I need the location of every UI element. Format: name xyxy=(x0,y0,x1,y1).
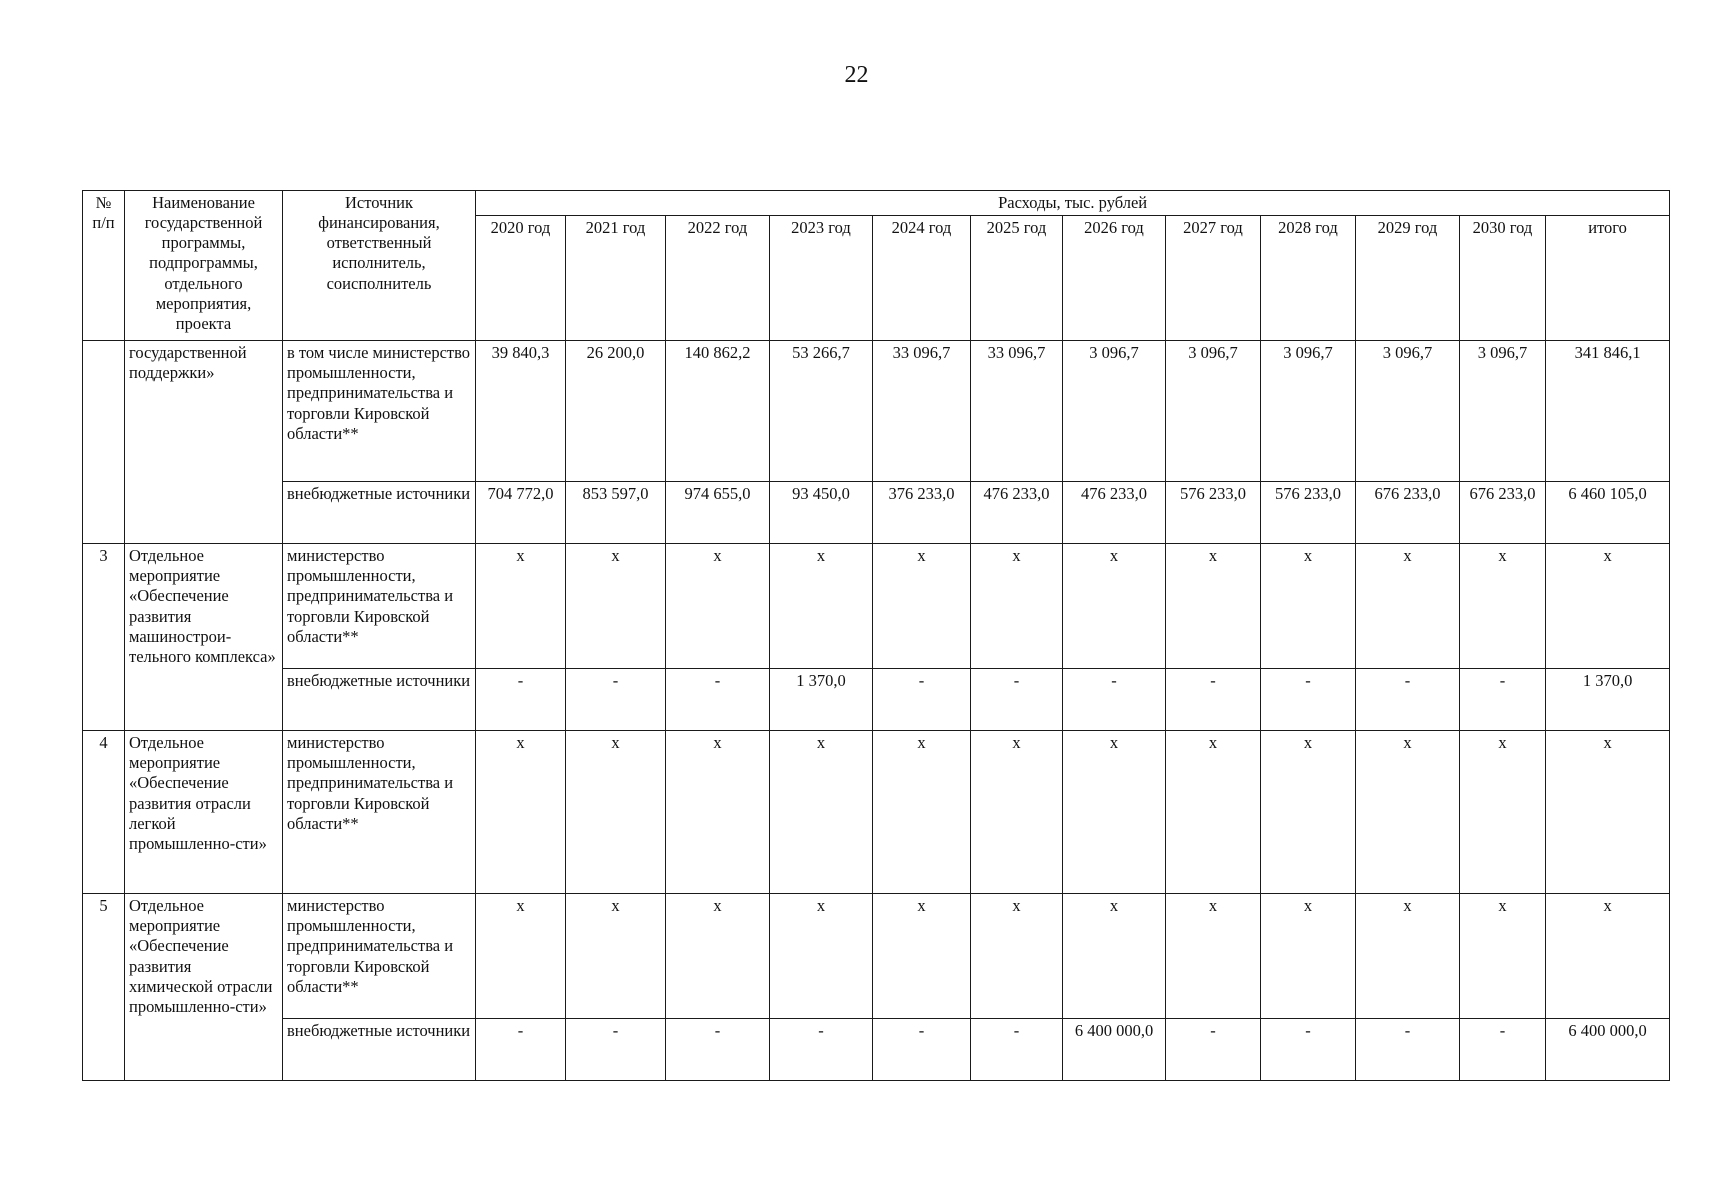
year-value: - xyxy=(971,669,1063,731)
year-value: x xyxy=(566,894,666,1019)
table-row xyxy=(83,669,1670,731)
program-name: Отдельное мероприятие «Обеспечение развития машинострои-тельного комплекса» xyxy=(125,544,283,731)
total-value: x xyxy=(1546,544,1670,669)
table-row xyxy=(83,544,1670,669)
funding-source: в том числе министерство промышленности, предпринимательства и торговли Кировской области** xyxy=(283,341,476,482)
year-value: x xyxy=(476,544,566,669)
year-value: x xyxy=(770,544,873,669)
year-value: - xyxy=(971,1019,1063,1081)
total-value: 341 846,1 xyxy=(1546,341,1670,482)
year-value: x xyxy=(971,894,1063,1019)
year-value: 3 096,7 xyxy=(1261,341,1356,482)
header-year: 2021 год xyxy=(566,216,666,341)
program-name: Отдельное мероприятие «Обеспечение развития химической отрасли промышленно-сти» xyxy=(125,894,283,1081)
year-value: x xyxy=(1063,731,1166,894)
year-value: x xyxy=(971,731,1063,894)
header-name: Наименование государственной программы, подпрограммы, отдельного мероприятия, проекта xyxy=(125,191,283,341)
expenses-table xyxy=(82,190,1670,1081)
row-number xyxy=(83,341,125,544)
year-value: 6 400 000,0 xyxy=(1063,1019,1166,1081)
header-year: 2024 год xyxy=(873,216,971,341)
table-row xyxy=(83,894,1670,1019)
year-value: x xyxy=(770,894,873,1019)
year-value: 576 233,0 xyxy=(1261,482,1356,544)
year-value: 140 862,2 xyxy=(666,341,770,482)
year-value: x xyxy=(476,894,566,1019)
year-value: - xyxy=(873,1019,971,1081)
table-row xyxy=(83,1019,1670,1081)
header-num: № п/п xyxy=(83,191,125,341)
year-value: x xyxy=(476,731,566,894)
year-value: - xyxy=(476,669,566,731)
funding-source: министерство промышленности, предпринимательства и торговли Кировской области** xyxy=(283,731,476,894)
year-value: 53 266,7 xyxy=(770,341,873,482)
year-value: 93 450,0 xyxy=(770,482,873,544)
year-value: x xyxy=(666,544,770,669)
year-value: 576 233,0 xyxy=(1166,482,1261,544)
total-value: 6 400 000,0 xyxy=(1546,1019,1670,1081)
year-value: - xyxy=(566,669,666,731)
year-value: x xyxy=(566,544,666,669)
year-value: - xyxy=(1460,1019,1546,1081)
table-body xyxy=(83,341,1670,1081)
row-number: 4 xyxy=(83,731,125,894)
table-header xyxy=(83,191,1670,341)
year-value: x xyxy=(971,544,1063,669)
header-year: 2022 год xyxy=(666,216,770,341)
year-value: - xyxy=(873,669,971,731)
year-value: - xyxy=(1261,1019,1356,1081)
year-value: x xyxy=(873,894,971,1019)
year-value: 676 233,0 xyxy=(1460,482,1546,544)
year-value: - xyxy=(1166,669,1261,731)
header-year: 2029 год xyxy=(1356,216,1460,341)
year-value: - xyxy=(1261,669,1356,731)
year-value: x xyxy=(1261,544,1356,669)
total-value: x xyxy=(1546,894,1670,1019)
year-value: x xyxy=(1261,894,1356,1019)
year-value: x xyxy=(1261,731,1356,894)
header-year: 2020 год xyxy=(476,216,566,341)
header-year: 2026 год xyxy=(1063,216,1166,341)
header-year: 2025 год xyxy=(971,216,1063,341)
header-expenses: Расходы, тыс. рублей xyxy=(476,191,1670,216)
year-value: x xyxy=(1063,544,1166,669)
year-value: - xyxy=(770,1019,873,1081)
program-name: государственной поддержки» xyxy=(125,341,283,544)
year-value: - xyxy=(666,669,770,731)
program-name: Отдельное мероприятие «Обеспечение развития отрасли легкой промышленно-сти» xyxy=(125,731,283,894)
row-number: 3 xyxy=(83,544,125,731)
total-value: 6 460 105,0 xyxy=(1546,482,1670,544)
year-value: x xyxy=(1166,544,1261,669)
year-value: x xyxy=(566,731,666,894)
year-value: 3 096,7 xyxy=(1063,341,1166,482)
header-year: 2030 год xyxy=(1460,216,1546,341)
year-value: 3 096,7 xyxy=(1460,341,1546,482)
year-value: 39 840,3 xyxy=(476,341,566,482)
year-value: x xyxy=(873,544,971,669)
year-value: x xyxy=(1166,731,1261,894)
year-value: - xyxy=(476,1019,566,1081)
funding-source: министерство промышленности, предпринимательства и торговли Кировской области** xyxy=(283,894,476,1019)
header-year: 2028 год xyxy=(1261,216,1356,341)
year-value: 676 233,0 xyxy=(1356,482,1460,544)
page-number: 22 xyxy=(844,62,869,88)
year-value: x xyxy=(1356,731,1460,894)
year-value: x xyxy=(1460,894,1546,1019)
funding-source: внебюджетные источники xyxy=(283,1019,476,1081)
year-value: x xyxy=(666,894,770,1019)
total-value: 1 370,0 xyxy=(1546,669,1670,731)
year-value: x xyxy=(1356,544,1460,669)
year-value: 476 233,0 xyxy=(1063,482,1166,544)
year-value: 1 370,0 xyxy=(770,669,873,731)
year-value: 33 096,7 xyxy=(971,341,1063,482)
row-number: 5 xyxy=(83,894,125,1081)
year-value: x xyxy=(1063,894,1166,1019)
year-value: 3 096,7 xyxy=(1356,341,1460,482)
year-value: - xyxy=(566,1019,666,1081)
year-value: - xyxy=(1356,1019,1460,1081)
year-value: 853 597,0 xyxy=(566,482,666,544)
table-row xyxy=(83,341,1670,482)
header-year: 2027 год xyxy=(1166,216,1261,341)
header-year: итого xyxy=(1546,216,1670,341)
year-value: - xyxy=(1166,1019,1261,1081)
funding-source: внебюджетные источники xyxy=(283,669,476,731)
year-value: x xyxy=(1356,894,1460,1019)
funding-source: внебюджетные источники xyxy=(283,482,476,544)
year-value: x xyxy=(873,731,971,894)
year-value: x xyxy=(1460,731,1546,894)
year-value: 33 096,7 xyxy=(873,341,971,482)
year-value: - xyxy=(1356,669,1460,731)
year-value: 974 655,0 xyxy=(666,482,770,544)
year-value: 704 772,0 xyxy=(476,482,566,544)
year-value: - xyxy=(666,1019,770,1081)
funding-source: министерство промышленности, предпринимательства и торговли Кировской области** xyxy=(283,544,476,669)
year-value: x xyxy=(666,731,770,894)
year-value: - xyxy=(1460,669,1546,731)
year-value: x xyxy=(1460,544,1546,669)
year-value: 3 096,7 xyxy=(1166,341,1261,482)
table-row xyxy=(83,482,1670,544)
year-value: 26 200,0 xyxy=(566,341,666,482)
year-value: x xyxy=(770,731,873,894)
year-value: x xyxy=(1166,894,1261,1019)
total-value: x xyxy=(1546,731,1670,894)
year-value: 376 233,0 xyxy=(873,482,971,544)
year-value: - xyxy=(1063,669,1166,731)
year-value: 476 233,0 xyxy=(971,482,1063,544)
header-year: 2023 год xyxy=(770,216,873,341)
header-source: Источник финансирования, ответственный исполнитель, соисполнитель xyxy=(283,191,476,341)
table-row xyxy=(83,731,1670,894)
